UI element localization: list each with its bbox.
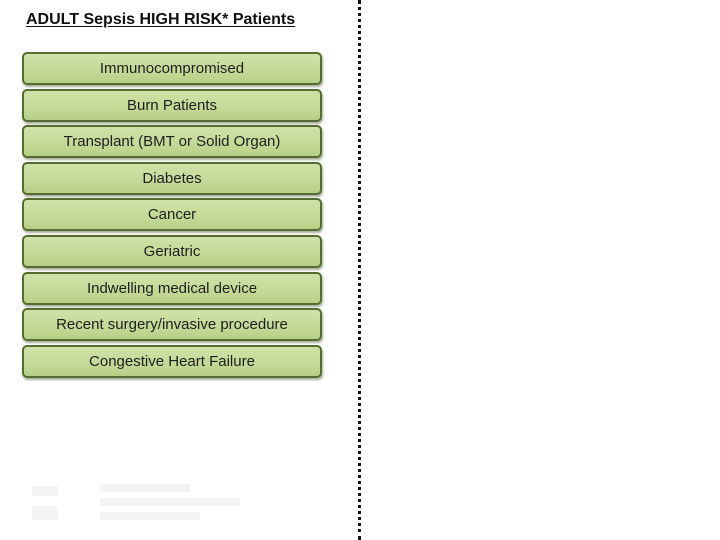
page-title: ADULT Sepsis HIGH RISK* Patients (26, 11, 296, 28)
risk-factor-list (22, 52, 326, 381)
risk-factor-recent-surgery: Recent surgery/invasive procedure (22, 308, 322, 341)
risk-factor-indwelling-device: Indwelling medical device (22, 272, 322, 305)
risk-factor-immunocompromised: Immunocompromised (22, 52, 322, 85)
risk-factor-geriatric: Geriatric (22, 235, 322, 268)
risk-factor-transplant: Transplant (BMT or Solid Organ) (22, 125, 322, 158)
dotted-divider (358, 0, 361, 540)
risk-factor-diabetes: Diabetes (22, 162, 322, 195)
risk-factor-cancer: Cancer (22, 198, 322, 231)
risk-factor-chf: Congestive Heart Failure (22, 345, 322, 378)
risk-factor-burn-patients: Burn Patients (22, 89, 322, 122)
faint-watermark-logo (30, 478, 250, 528)
